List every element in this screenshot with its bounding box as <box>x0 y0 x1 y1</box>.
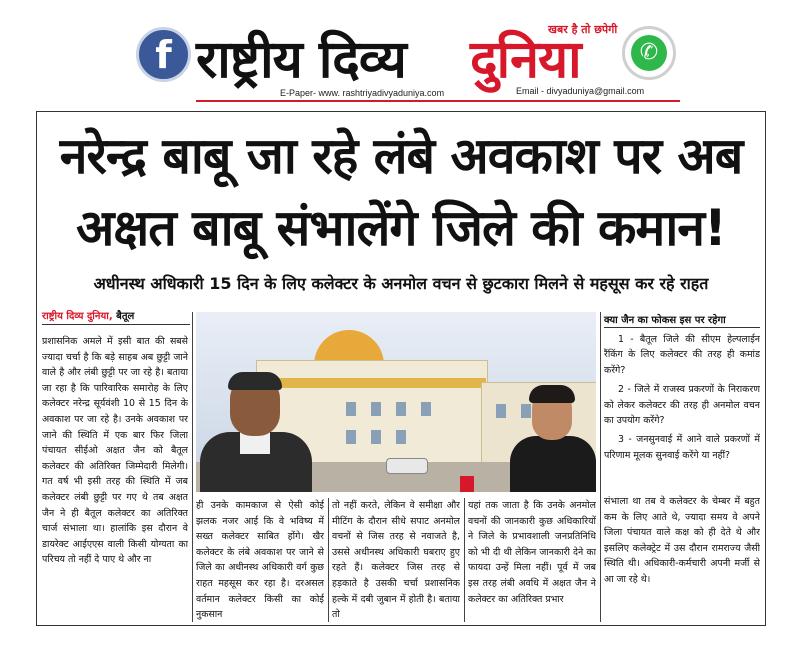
article-column-2: ही उनके कामकाज से ऐसी कोई झलक नजर आई कि वे भविष्य में सख्त कलेक्टर साबित होंगे। खैर कलेक्टर के लंबे अवकाश पर जाने से जिले का अधीनस्थ अधिकारी वर्ग कुछ राहत महसूस कर रहा है। दरअसल वर्तमान कलेक्टर किसी का कोई नुकसान <box>196 500 324 621</box>
sidebar-title: क्या जैन का फोकस इस पर रहेगा <box>604 315 726 326</box>
article-column-4: यहां तक जाता है कि उनके अनमोल वचनों की जानकारी कुछ अधिकारियों ने जिले के प्रभावशाली जनप्रतिनिधि को भी दी थी लेकिन जानकारी देने का फायदा उन्हें मिला नहीं। पूर्व में जब इस तरह लंबी अवधि में अक्षत जैन ने कलेक्टर का अतिरिक्त प्रभार <box>468 500 596 605</box>
dateline <box>42 308 134 322</box>
sidebar-item: 2 - जिले में राजस्व प्रकरणों के निराकरण को लेकर कलेक्टर की तरह ही अनमोल वचन का उपयोग करेंगे? <box>604 384 760 427</box>
masthead-tagline: खबर है तो छपेगी <box>548 23 618 36</box>
photo-window <box>371 402 381 416</box>
dateline-rule <box>42 324 190 325</box>
article-column-3: तो नहीं करते, लेकिन वे समीक्षा और मीटिंग के दौरान सीधे सपाट अनमोल वचनों से जिस तरह से नवाजते है, उससे अधीनस्थ अधिकारी घबराए हुए रहते हैं। कलेक्टर जिस तरह से हड़काते है उसकी चर्चा प्रशासनिक हल्के में दबी जुबान में होती है। बताया तो <box>332 500 460 621</box>
photo-microphone <box>460 476 474 492</box>
photo-person-right <box>508 388 596 492</box>
photo-car <box>386 458 428 474</box>
facebook-icon[interactable]: f <box>136 27 191 82</box>
phone-icon: ✆ <box>631 35 667 71</box>
photo-window <box>396 430 406 444</box>
subheadline: अधीनस्थ अधिकारी 15 दिन के लिए कलेक्टर के अनमोल वचन से छुटकारा मिलने से महसूस कर रहे राहत <box>93 274 709 293</box>
dateline-city: बैतूल <box>112 311 135 322</box>
sidebar-rule <box>604 327 760 328</box>
column-divider <box>600 312 601 622</box>
article-column-1: प्रशासनिक अमले में इसी बात की सबसे ज्यादा चर्चा है कि बड़े साहब अब छुट्टी जाने वाले है और लंबी छुट्टी पर जा रहे है। बताया जा रहा है कि पारिवारिक समारोह के लिए कलेक्टर नरेन्द्र सूर्यवंशी 10 से 15 दिन के अवकाश पर जा रहे है। उनके अवकाश पर जाने की स्थिति में एक बार फिर जिला पंचायत सीईओ अक्षत जैन को बैतूल कलेक्टर की अतिरिक्त जिम्मेदारी मिलेगी। गत वर्ष भी इसी तरह की स्थिति में जब कलेक्टर लंबी छुट्टी पर गए थे तब अक्षत जैन ने ही बैतूल कलेक्टर का अतिरिक्त चार्ज संभाला था। हालांकि इस दौरान वे डायरेक्ट आईएएस वाली किसी योग्यता का परिचय तो नहीं दे पाए थे और ना <box>42 336 188 566</box>
article-column-5: संभाला था तब वे कलेक्टर के चेम्बर में बहुत कम के लिए आते थे, ज्यादा समय वे अपने जिला पंचायत वाले कक्ष को ही देते थे और इसलिए कलेक्ट्रेट में उस दौरान रामराज्य जैसी स्थिति थी। अधिकारी-कर्मचारी अपनी मर्जी से आ जा रहे थे। <box>604 496 760 585</box>
epaper-link[interactable]: E-Paper- www. rashtriyadivyaduniya.com <box>280 88 445 98</box>
headline-line1: नरेन्द्र बाबू जा रहे लंबे अवकाश पर अब <box>59 127 743 185</box>
email-address[interactable]: Email - divyaduniya@gmail.com <box>516 86 645 96</box>
dateline-source: राष्ट्रीय दिव्य दुनिया, <box>42 311 113 322</box>
sidebar-item: 3 - जनसुनवाई में आने वाले प्रकरणों में परिणाम मूलक सुनवाई करेंगे या नहीं? <box>604 434 760 461</box>
photo-window <box>396 402 406 416</box>
masthead-name-part1: राष्ट्रीय दिव्य <box>196 30 406 90</box>
photo-window <box>421 402 431 416</box>
headline-line2: अक्षत बाबू संभालेंगे जिले की कमान! <box>76 199 726 257</box>
photo-window <box>371 430 381 444</box>
column-divider <box>328 498 329 622</box>
whatsapp-icon[interactable] <box>622 26 676 80</box>
column-divider <box>464 498 465 622</box>
sidebar-item: 1 - बैतूल जिले की सीएम हेल्पलाईन रैंकिंग के लिए कलेक्टर की तरह ही कमांड करेंगे? <box>604 334 760 376</box>
masthead-name-part2: दुनिया <box>470 30 581 90</box>
photo-person-left <box>196 374 316 492</box>
column-divider <box>192 312 193 622</box>
photo-window <box>346 402 356 416</box>
article-photo <box>196 312 596 492</box>
sidebar-list <box>604 332 760 488</box>
photo-window <box>496 404 506 418</box>
masthead-rule <box>196 100 680 102</box>
photo-window <box>346 430 356 444</box>
